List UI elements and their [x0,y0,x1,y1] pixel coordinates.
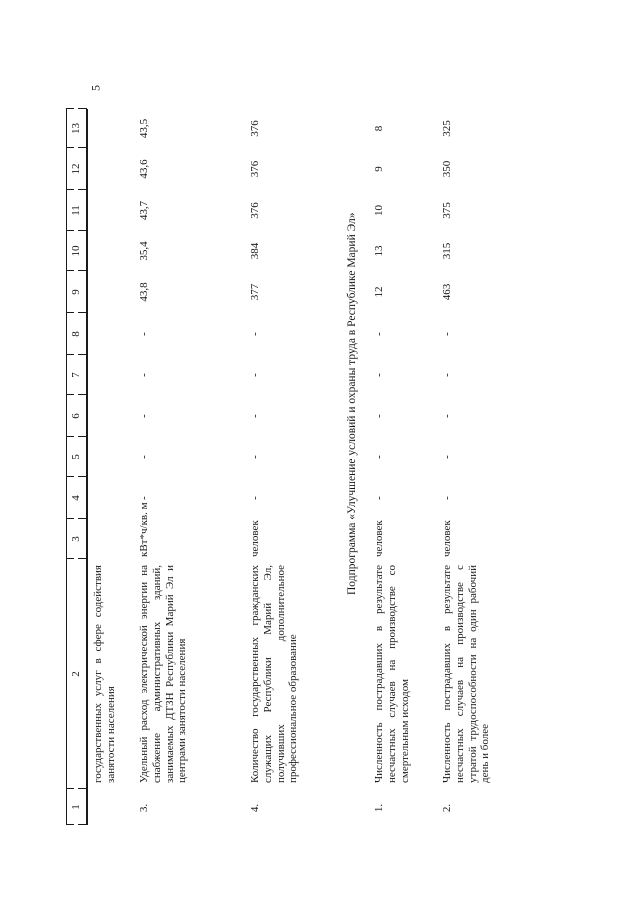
page-number: 5 [88,85,103,91]
indicator-value: 35,4 [138,241,150,261]
indicator-value: 377 [249,283,261,301]
indicator-value: - [249,414,261,418]
subprogram-title: Подпрограмма «Улучшение условий и охраны труда в Республике Марий Эл» [346,212,358,595]
indicator-value: 350 [441,160,453,178]
row-number: 1. [373,803,385,813]
header-bottom-rule [86,109,88,825]
column-number: 6 [70,413,82,419]
indicator-value: 43,7 [138,200,150,221]
column-number: 3 [70,536,82,542]
indicator-value: 376 [249,202,261,219]
indicator-value: 12 [373,286,385,298]
indicator-value: - [249,332,261,336]
column-number: 8 [70,331,82,337]
indicator-value: 325 [441,120,453,137]
indicator-value: 376 [249,160,261,178]
column-number: 4 [70,495,82,501]
row-number: 3. [138,803,150,813]
indicator-value: - [373,496,385,500]
indicator-value: 43,6 [138,159,150,179]
indicator-value: - [138,496,150,500]
unit-of-measure: человек [373,520,385,557]
indicator-value: - [373,455,385,459]
indicator-value: - [373,332,385,336]
indicator-name: Численность пострадавших в результате несчастных случаев на производстве с утратой трудоспособности на один рабочий день и более [441,565,492,783]
indicator-value: - [441,373,453,377]
indicator-name: Удельный расход электрической энергии на снабжение административных зданий, занимаемых ДТЗН Республики Марий Эл и центрами занятости населения [138,565,189,783]
indicator-value: 10 [373,205,385,216]
column-number: 10 [70,245,82,257]
unit-of-measure: кВт*ч/кв. м [138,502,150,557]
indicator-value: - [373,414,385,418]
indicator-value: 43,8 [138,282,150,302]
indicator-value: - [441,414,453,418]
indicator-value: 13 [373,245,385,257]
row-number: 4. [249,803,261,813]
indicator-value: 315 [441,242,453,260]
indicator-value: 375 [441,202,453,219]
column-number: 1 [70,804,82,810]
column-number: 12 [70,163,82,175]
column-number: 7 [70,372,82,378]
indicator-value: 376 [249,120,261,137]
indicator-name: Количество государственных гражданских служащих Республики Марий Эл, получивших дополнительное профессиональное образование [249,565,300,783]
indicator-value: 8 [373,125,385,132]
indicator-value: - [441,496,453,500]
column-number: 5 [70,454,82,460]
indicator-value: - [138,455,150,459]
indicator-value: - [441,332,453,336]
indicator-value: - [138,414,150,418]
indicator-name: государственных услуг в сфере содействия занятости населения [92,565,117,783]
column-number: 11 [70,205,82,216]
indicator-value: - [138,373,150,377]
indicator-value: 463 [441,283,453,301]
indicator-value: - [138,332,150,336]
indicator-table [66,69,586,825]
indicator-value: - [249,373,261,377]
column-number: 2 [70,671,82,677]
indicator-value: 384 [249,242,261,260]
indicator-name: Численность пострадавших в результате несчастных случаев на производстве со смертельным исходом [373,565,411,783]
column-number: 13 [70,123,82,134]
indicator-value: - [373,373,385,377]
column-number: 9 [70,289,82,295]
indicator-value: - [249,496,261,500]
indicator-value: 9 [373,166,385,172]
indicator-value: 43,5 [138,118,150,139]
indicator-value: - [441,455,453,459]
unit-of-measure: человек [249,520,261,557]
indicator-value: - [249,455,261,459]
row-number: 2. [441,803,453,813]
unit-of-measure: человек [441,520,453,557]
